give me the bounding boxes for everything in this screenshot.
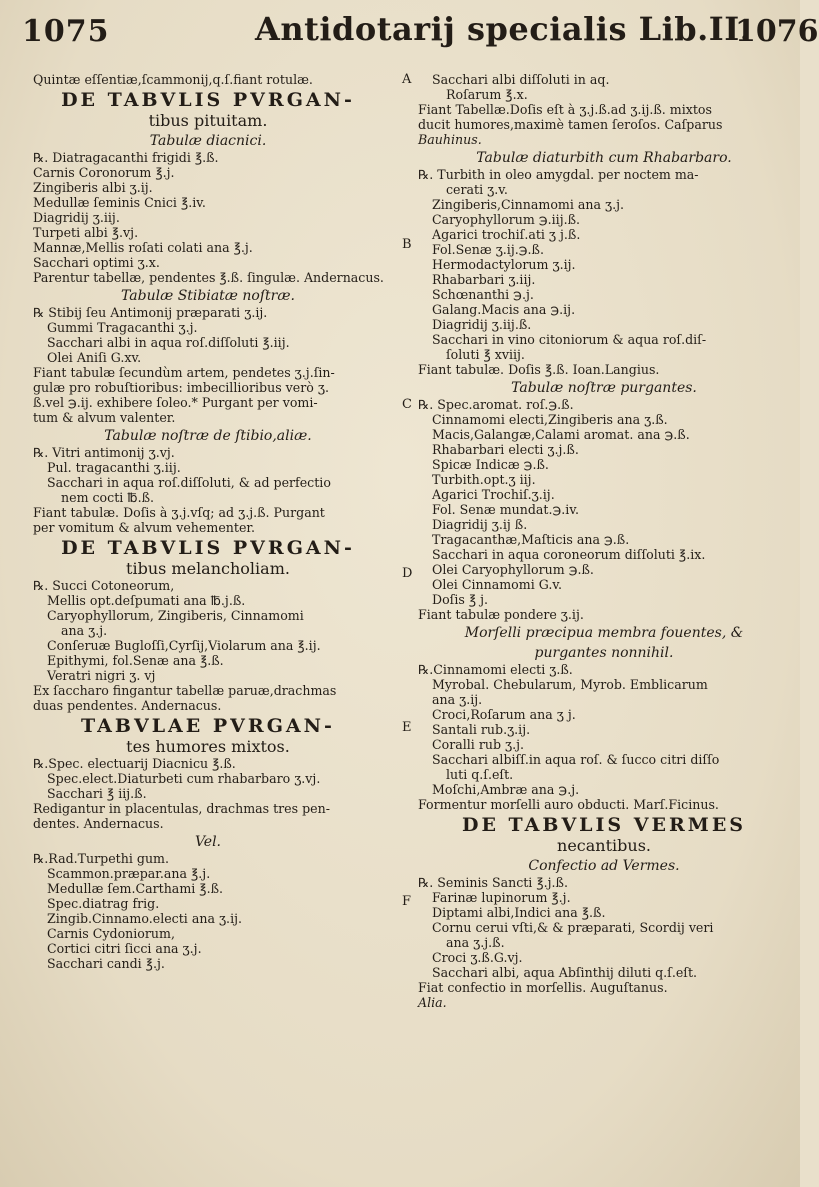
text-line: Spec.elect.Diaturbeti cum rhabarbaro ʒ.vj. [47,771,321,786]
text-line: Fiant tabulæ. Doſis ℥.ß. Ioan.Langius. [418,362,660,377]
text-line: Redigantur in placentulas, drachmas tres pen- [33,801,330,816]
text-line: ℞ Stibij ſeu Antimonij præparati ʒ.ij. [33,305,268,320]
text-line: Alia. [418,995,447,1010]
text-line: ℞. Vitri antimonij ʒ.vj. [33,445,175,460]
text-line: Sacchari in aqua coroneorum diſſoluti ℥.ix. [432,547,706,562]
text-line: Diagridij ʒ.iij.ß. [432,317,532,332]
text-line: Formentur morſelli auro obducti. Marſ.Ficinus. [418,797,719,812]
text-line: Zingib.Cinnamo.electi ana ʒ.ij. [47,911,243,926]
text-line: Schœnanthi ℈.j. [432,287,534,302]
text-line: Diagridij ʒ.iij. [33,210,120,225]
section-heading: tibus pituitam. [148,111,268,130]
text-line: Turbith.opt.ʒ iij. [432,472,536,487]
text-line: Bauhinus. [418,132,482,147]
text-line: Sacchari in vino citoniorum & aqua roſ.diſ- [432,332,707,347]
section-heading: DE TABVLIS VERMES [461,814,747,836]
text-line: Sacchari ℥ iij.ß. [47,786,147,801]
text-line: Ex ſaccharo fingantur tabellæ paruæ,drachmas [33,683,337,698]
text-line: Croci ʒ.ß.G.vj. [432,950,523,965]
text-line: Mellis opt.deſpumati ana ℔.j.ß. [47,593,246,608]
text-line: Olei Caryophyllorum ℈.ß. [432,562,594,577]
text-line: ℞. Diatragacanthi frigidi ℥.ß. [33,150,219,165]
margin-letter-d: D [402,566,413,581]
section-heading: tes humores mixtos. [126,737,290,756]
text-line: gulæ pro robuſtioribus: imbecillioribus verò ʒ. [33,380,329,395]
text-line: ß.vel ℈.ij. exhibere ſoleo.* Purgant per vomi- [33,395,318,410]
page-number-right: 1076 [735,14,819,49]
text-line: Pul. tragacanthi ʒ.iij. [47,460,181,475]
text-line: Sacchari albi in aqua roſ.diſſoluti ℥.iij. [47,335,290,350]
text-line: Veratri nigri ʒ. vj [47,668,156,683]
text-line: Rhabarbari electi ʒ.j.ß. [432,442,579,457]
section-heading: DE TABVLIS PVRGAN- [61,537,355,559]
running-header [0,0,819,78]
text-line: Sacchari albi diſſoluti in aq. [432,72,610,87]
recipe-title: Confectio ad Vermes. [528,858,680,874]
text-line: Fiat confectio in morſellis. Auguſtanus. [418,980,668,995]
text-line: duas pendentes. Andernacus. [33,698,222,713]
text-line: ℞. Succi Cotoneorum, [33,578,175,593]
text-line: Sacchari albi, aqua Abſinthij diluti q.ſ.eſt. [432,965,698,980]
text-line: Fiant Tabellæ.Doſis eſt à ʒ.j.ß.ad ʒ.ij.ß. mixtos [418,102,712,117]
text-line: Diagridij ʒ.ij ß. [432,517,528,532]
text-line: Myrobal. Chebularum, Myrob. Emblicarum [432,677,708,692]
margin-letter-b: B [402,237,412,252]
text-line: Fol. Senæ mundat.℈.iv. [432,502,579,517]
text-line: Fol.Senæ ʒ.ij.℈.ß. [432,242,544,257]
recipe-title: Tabulæ Stibiatæ noſtræ. [121,288,295,304]
text-line: Caryophyllorum ℈.iij.ß. [432,212,581,227]
running-title: Antidotarij specialis Lib.II. [255,10,752,48]
text-line: Santali rub.ʒ.ij. [432,722,531,737]
text-line: per vomitum & alvum vehementer. [33,520,256,535]
text-line: Medullæ ſem.Carthami ℥.ß. [47,881,223,896]
text-line: ℞. Turbith in oleo amygdal. per noctem ma- [418,167,699,182]
margin-letter-c: C [402,397,412,412]
text-line: Sacchari albiſſ.in aqua roſ. & ſucco citri diſſo [432,752,720,767]
text-line: Parentur tabellæ, pendentes ℥.ß. ſingulæ. Andernacus. [33,270,384,285]
text-line: Olei Cinnamomi G.v. [432,577,562,592]
recipe-title: Tabulæ diaturbith cum Rhabarbaro. [476,150,732,166]
text-line: Fiant tabulæ. Doſis à ʒ.j.vſq; ad ʒ.j.ß. Purgant [33,505,325,520]
text-line: Turpeti albi ℥.vj. [33,225,139,240]
text-line: ſoluti ℥ xviij. [446,347,525,362]
text-line: Carnis Coronorum ℥.j. [33,165,175,180]
text-line: Scammon.præpar.ana ℥.j. [47,866,211,881]
text-line: Medullæ ſeminis Cnici ℥.iv. [33,195,206,210]
text-line: ℞.Spec. electuarij Diacnicu ℥.ß. [33,756,236,771]
text-line: Macis,Galangæ,Calami aromat. ana ℈.ß. [432,427,690,442]
text-line: Tragacanthæ,Maſticis ana ℈.ß. [432,532,630,547]
section-heading: DE TABVLIS PVRGAN- [61,89,355,111]
text-line: nem cocti ℔.ß. [61,490,155,505]
text-line: Sacchari candi ℥.j. [47,956,165,971]
text-line: Moſchi,Ambræ ana ℈.j. [432,782,580,797]
text-line: Carnis Cydoniorum, [47,926,175,941]
text-line: Fiant tabulæ ſecundùm artem, pendetes ʒ.j.ſin- [33,365,335,380]
margin-letters [402,72,416,1172]
recipe-title: Vel. [194,834,222,850]
text-line: ℞.Rad.Turpethi gum. [33,851,170,866]
text-line: ana ʒ.ij. [432,692,483,707]
section-heading: TABVLAE PVRGAN- [81,715,335,737]
margin-letter-f: F [402,894,412,909]
text-line: Quintæ eſſentiæ,ſcammonij,q.ſ.fiant rotulæ. [33,72,313,87]
text-line: Roſarum ℥.x. [446,87,528,102]
text-line: tum & alvum valenter. [33,410,176,425]
text-line: Cornu cerui vſti,& & præparati, Scordij veri [432,920,714,935]
recipe-title: Tabulæ noſtræ de ſtibio,aliæ. [104,428,312,444]
text-line: ℞. Seminis Sancti ℥.j.ß. [418,875,568,890]
text-line: Zingiberis,Cinnamomi ana ʒ.j. [432,197,625,212]
recipe-title: Tabulæ diacnici. [149,133,267,149]
text-line: Fiant tabulæ pondere ʒ.ij. [418,607,584,622]
text-line: Epithymi, fol.Senæ ana ℥.ß. [47,653,224,668]
text-line: ℞. Spec.aromat. roſ.℈.ß. [418,397,574,412]
text-line: Agarici Trochiſ.ʒ.ij. [432,487,555,502]
section-heading: necantibus. [557,836,651,855]
page-number-left: 1075 [22,14,110,49]
text-line: Agarici trochiſ.ati ʒ j.ß. [432,227,581,242]
recipe-title: Morſelli præcipua membra fouentes, & [464,625,744,641]
text-line: Sacchari in aqua roſ.diſſoluti, & ad perfectio [47,475,331,490]
text-line: Rhabarbari ʒ.iij. [432,272,536,287]
text-line: ana ʒ.j.ß. [446,935,505,950]
text-line: Farinæ lupinorum ℥.j. [432,890,571,905]
text-line: Coralli rub ʒ.j. [432,737,525,752]
margin-letter-a: A [402,72,412,87]
text-line: cerati ʒ.v. [446,182,508,197]
margin-letter-e: E [402,720,412,735]
section-heading: tibus melancholiam. [126,559,290,578]
text-line: ana ʒ.j. [61,623,108,638]
text-line: ℞.Cinnamomi electi ʒ.ß. [418,662,573,677]
text-line: Cinnamomi electi,Zingiberis ana ʒ.ß. [432,412,668,427]
text-line: dentes. Andernacus. [33,816,164,831]
text-line: Olei Aniſi G.xv. [47,350,142,365]
left-column [33,72,383,971]
text-line: Gummi Tragacanthi ʒ.j. [47,320,198,335]
text-line: Spicæ Indicæ ℈.ß. [432,457,549,472]
text-line: Spec.diatrag frig. [47,896,160,911]
text-line: Doſis ℥ j. [432,592,489,607]
text-line: Hermodactylorum ʒ.ij. [432,257,576,272]
text-line: Caryophyllorum, Zingiberis, Cinnamomi [47,608,304,623]
recipe-title: purgantes nonnihil. [534,645,674,661]
text-line: Conſeruæ Bugloſſi,Cyrſij,Violarum ana ℥.ij. [47,638,321,653]
right-column [418,72,790,1010]
text-line: Zingiberis albi ʒ.ij. [33,180,153,195]
text-line: Cortici citri ſicci ana ʒ.j. [47,941,202,956]
text-line: Diptami albi,Indici ana ℥.ß. [432,905,606,920]
text-line: Mannæ,Mellis roſati colati ana ℥.j. [33,240,253,255]
text-line: Croci,Roſarum ana ʒ j. [432,707,576,722]
text-line: luti q.ſ.eſt. [446,767,514,782]
recipe-title: Tabulæ noſtræ purgantes. [511,380,697,396]
text-line: ducit humores,maximè tamen ſeroſos. Caſparus [418,117,723,132]
text-line: Galang.Macis ana ℈.ij. [432,302,576,317]
text-line: Sacchari optimi ʒ.x. [33,255,160,270]
